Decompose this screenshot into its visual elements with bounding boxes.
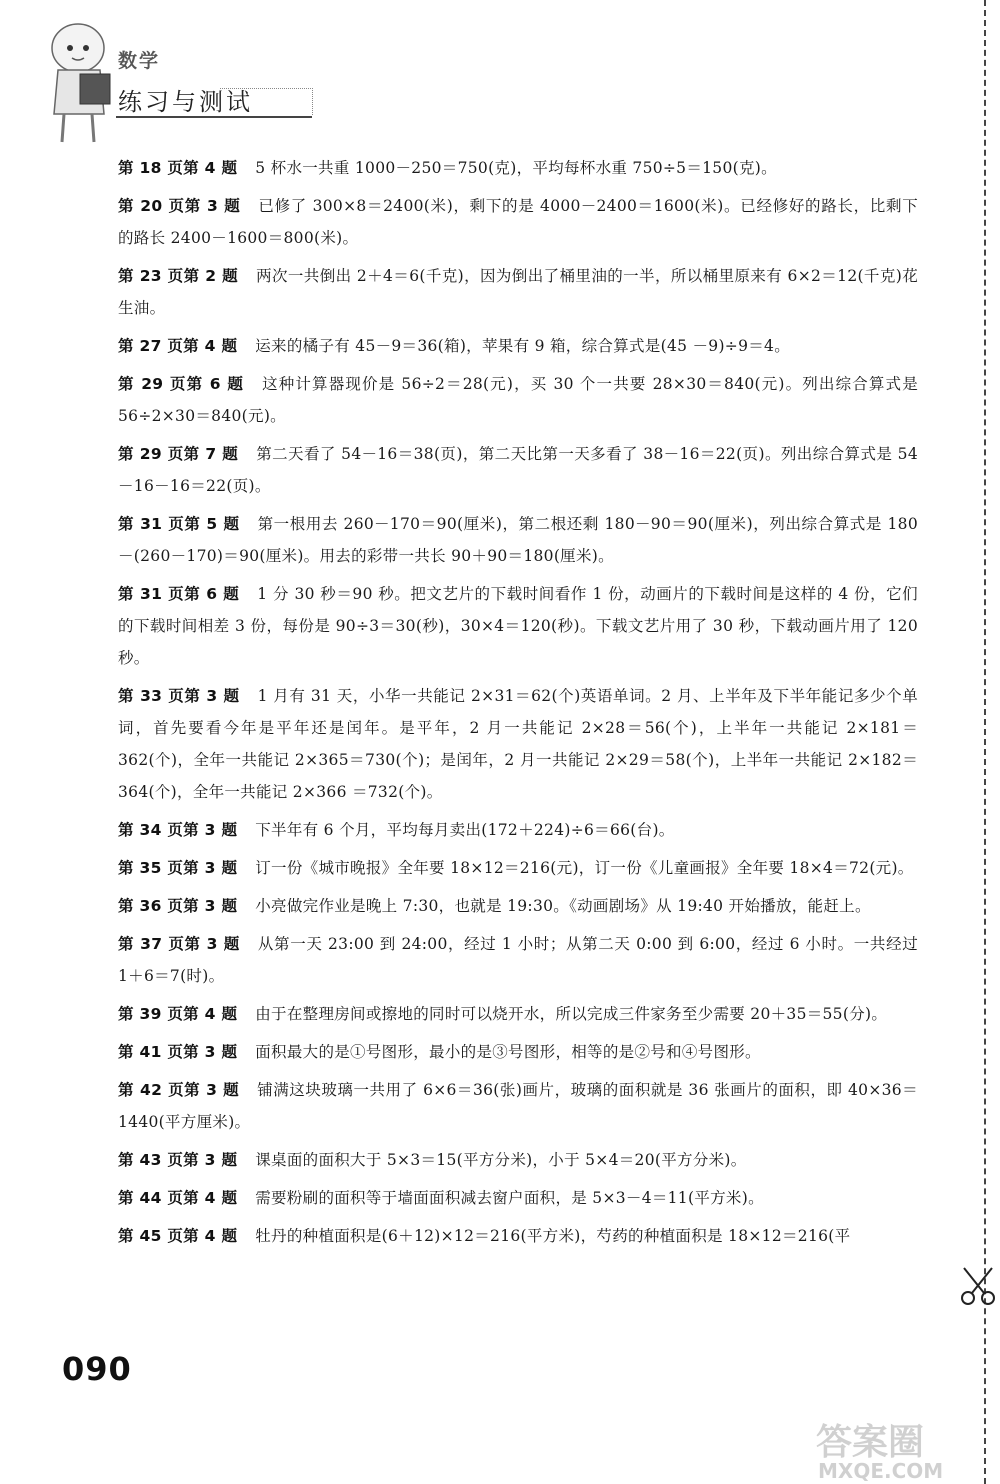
entry-text: 第二天看了 54－16＝38(页)，第二天比第一天多看了 38－16＝22(页)。列出综合算式是 54－16－16＝22(页)。	[118, 445, 918, 495]
entry-label: 第 20 页第 3 题	[118, 197, 241, 215]
entry-text: 这种计算器现价是 56÷2＝28(元)，买 30 个一共要 28×30＝840(元)。列出综合算式是 56÷2×30＝840(元)。	[118, 375, 918, 425]
entry-text: 牡丹的种植面积是(6＋12)×12＝216(平方米)，芍药的种植面积是 18×12＝216(平	[255, 1227, 851, 1245]
book-title: 练习与测试	[118, 88, 253, 116]
subject-label: 数学	[118, 50, 161, 72]
entry-label: 第 23 页第 2 题	[118, 267, 239, 285]
answer-entry	[118, 998, 918, 1030]
answer-entry	[118, 1182, 918, 1214]
answer-entry	[118, 260, 918, 324]
entry-label: 第 44 页第 4 题	[118, 1189, 238, 1207]
entry-label: 第 42 页第 3 题	[118, 1081, 240, 1099]
entry-text: 订一份《城市晚报》全年要 18×12＝216(元)，订一份《儿童画报》全年要 18×4＝72(元)。	[255, 859, 914, 877]
answer-entry	[118, 152, 918, 184]
answer-entry	[118, 438, 918, 502]
entry-label: 第 29 页第 6 题	[118, 375, 245, 393]
answer-entry	[118, 1036, 918, 1068]
watermark-url: MXQE.COM	[818, 1459, 944, 1483]
entry-text: 面积最大的是①号图形，最小的是③号图形，相等的是②号和④号图形。	[255, 1043, 761, 1061]
entry-label: 第 31 页第 6 题	[118, 585, 240, 603]
entry-label: 第 33 页第 3 题	[118, 687, 240, 705]
entry-text: 1 分 30 秒＝90 秒。把文艺片的下载时间看作 1 份，动画片的下载时间是这样的 4 份，它们的下载时间相差 3 份，每份是 90÷3＝30(秒)，30×4＝120(秒)。下载文艺片用了 30 秒，下载动画片用了 120 秒。	[118, 585, 918, 667]
title-underline	[116, 116, 312, 118]
answer-entry	[118, 890, 918, 922]
answer-entry	[118, 928, 918, 992]
page-number: 090	[62, 1350, 132, 1388]
entry-text: 运来的橘子有 45－9＝36(箱)，苹果有 9 箱，综合算式是(45 －9)÷9＝4。	[255, 337, 791, 355]
answer-entry	[118, 1144, 918, 1176]
scissors-icon	[958, 1264, 1000, 1308]
answer-entry	[118, 1074, 918, 1138]
watermark-logo	[812, 1418, 992, 1484]
entry-label: 第 35 页第 3 题	[118, 859, 238, 877]
entry-text: 由于在整理房间或擦地的同时可以烧开水，所以完成三件家务至少需要 20＋35＝55(分)。	[255, 1005, 888, 1023]
entry-text: 从第一天 23:00 到 24:00，经过 1 小时；从第二天 0:00 到 6:00，经过 6 小时。一共经过 1＋6＝7(时)。	[118, 935, 919, 985]
entry-text: 第一根用去 260－170＝90(厘米)，第二根还剩 180－90＝90(厘米)，列出综合算式是 180－(260－170)＝90(厘米)。用去的彩带一共长 90＋90＝180(厘米)。	[118, 515, 918, 565]
cut-line	[984, 0, 986, 1484]
answer-entry	[118, 578, 918, 674]
watermark-text: 答案圈	[816, 1422, 925, 1463]
entry-label: 第 18 页第 4 题	[118, 159, 238, 177]
entry-text: 1 月有 31 天，小华一共能记 2×31＝62(个)英语单词。2 月、上半年及下半年能记多少个单词，首先要看今年是平年还是闰年。是平年，2 月一共能记 2×28＝56(个)，上半年一共能记 2×181＝362(个)，全年一共能记 2×365＝730(个)；是闰年，2 月一共能记 2×29＝58(个)，上半年一共能记 2×182＝364(个)，全年一共能记 2×366 ＝732(个)。	[118, 687, 918, 801]
entry-text: 课桌面的面积大于 5×3＝15(平方分米)，小于 5×4＝20(平方分米)。	[255, 1151, 747, 1169]
entry-text: 铺满这块玻璃一共用了 6×6＝36(张)画片，玻璃的面积就是 36 张画片的面积，即 40×36＝1440(平方厘米)。	[118, 1081, 918, 1131]
entry-label: 第 37 页第 3 题	[118, 935, 240, 953]
entry-label: 第 27 页第 4 题	[118, 337, 238, 355]
answer-entry	[118, 852, 918, 884]
entry-text: 小亮做完作业是晚上 7:30，也就是 19:30。《动画剧场》从 19:40 开始播放，能赶上。	[255, 897, 871, 915]
entry-label: 第 31 页第 5 题	[118, 515, 240, 533]
answer-entry	[118, 814, 918, 846]
entry-label: 第 43 页第 3 题	[118, 1151, 238, 1169]
answer-entry	[118, 680, 918, 808]
entry-text: 需要粉刷的面积等于墙面面积减去窗户面积，是 5×3－4＝11(平方米)。	[255, 1189, 764, 1207]
entry-label: 第 45 页第 4 题	[118, 1227, 238, 1245]
entry-text: 5 杯水一共重 1000－250＝750(克)，平均每杯水重 750÷5＝150(克)。	[255, 159, 777, 177]
book-header	[40, 18, 330, 148]
student-mascot-icon	[40, 18, 120, 148]
answer-entry	[118, 330, 918, 362]
entry-label: 第 29 页第 7 题	[118, 445, 239, 463]
answer-entry	[118, 1220, 918, 1252]
entry-label: 第 39 页第 4 题	[118, 1005, 238, 1023]
entry-text: 两次一共倒出 2＋4＝6(千克)，因为倒出了桶里油的一半，所以桶里原来有 6×2＝12(千克)花生油。	[118, 267, 918, 317]
answer-entry	[118, 190, 918, 254]
entry-label: 第 34 页第 3 题	[118, 821, 238, 839]
answer-list	[118, 152, 918, 1258]
answer-entry	[118, 368, 918, 432]
answer-entry	[118, 508, 918, 572]
entry-text: 下半年有 6 个月，平均每月卖出(172＋224)÷6＝66(台)。	[255, 821, 675, 839]
entry-label: 第 36 页第 3 题	[118, 897, 238, 915]
entry-label: 第 41 页第 3 题	[118, 1043, 238, 1061]
entry-text: 已修了 300×8＝2400(米)，剩下的是 4000－2400＝1600(米)。已经修好的路长，比剩下的路长 2400－1600＝800(米)。	[118, 197, 918, 247]
